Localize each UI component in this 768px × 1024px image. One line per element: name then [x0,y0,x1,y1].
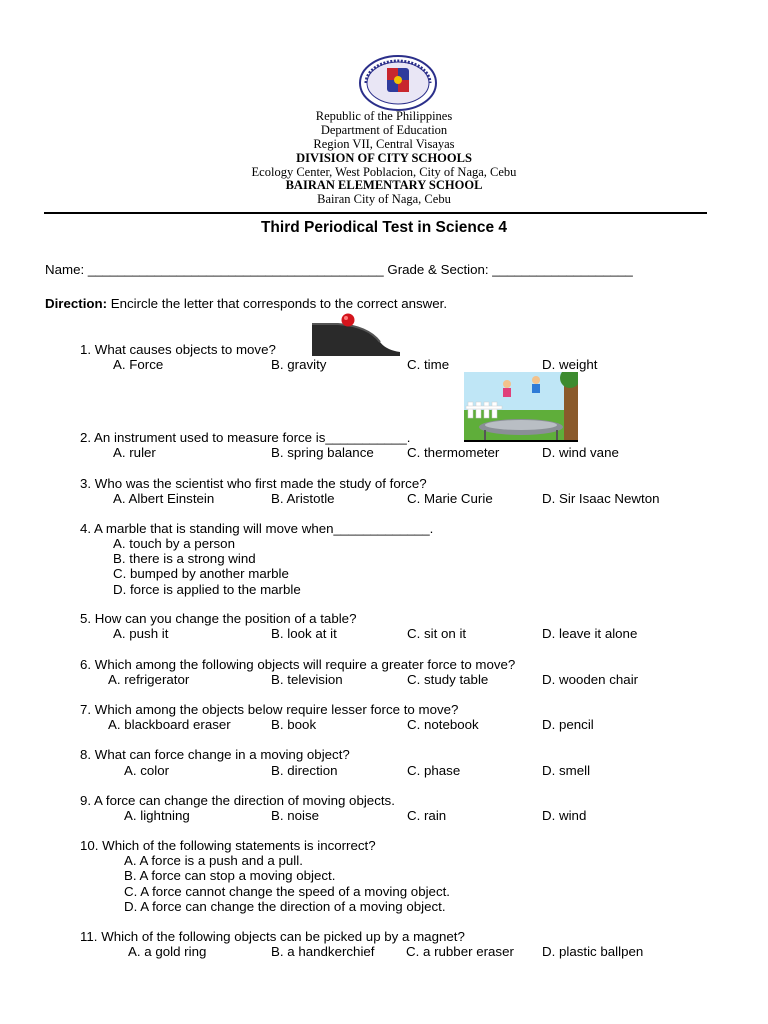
header-line-department: Department of Education [320,123,448,137]
direction-label: Direction: [45,296,108,311]
question-6-choice-a: A. refrigerator [108,672,190,687]
question-2: 2. An instrument used to measure force is___________. [80,430,411,445]
question-4-choice-a: A. touch by a person [113,536,235,551]
name-grade-line: Name: ________________________________________ Grade & Section: ___________________ [45,262,633,277]
question-3-choice-d: D. Sir Isaac Newton [542,491,660,506]
question-10-choice-d: D. A force can change the direction of a moving object. [124,899,446,914]
question-6-choice-b: B. television [271,672,343,687]
question-7-choice-b: B. book [271,717,317,732]
ramp-ball-image [310,312,402,357]
question-2-choice-a: A. ruler [113,445,156,460]
question-1: 1. What causes objects to move? [80,342,276,357]
question-8-choice-b: B. direction [271,763,338,778]
header-line-republic: Republic of the Philippines [315,109,453,123]
question-3-choice-b: B. Aristotle [271,491,335,506]
question-9-choice-a: A. lightning [124,808,190,823]
header-school: BAIRAN ELEMENTARY SCHOOL [285,178,483,192]
question-8-choice-a: A. color [124,763,170,778]
question-10: 10. Which of the following statements is incorrect? [80,838,376,853]
question-1-choice-d: D. weight [542,357,598,372]
question-5-choice-c: C. sit on it [407,626,467,641]
question-5-choice-d: D. leave it alone [542,626,638,641]
question-11: 11. Which of the following objects can be picked up by a magnet? [80,929,465,944]
question-2-choice-b: B. spring balance [271,445,374,460]
question-8: 8. What can force change in a moving object? [80,747,350,762]
question-1-choice-a: A. Force [113,357,164,372]
header-divider [44,212,707,214]
question-6-choice-d: D. wooden chair [542,672,639,687]
question-2-choice-d: D. wind vane [542,445,619,460]
question-1-choice-b: B. gravity [271,357,327,372]
question-1-choice-c: C. time [407,357,450,372]
question-9: 9. A force can change the direction of moving objects. [80,793,395,808]
question-9-choice-d: D. wind [542,808,587,823]
question-8-choice-c: C. phase [407,763,461,778]
question-3-choice-c: C. Marie Curie [407,491,493,506]
deped-seal-logo [358,55,438,111]
header-address: Ecology Center, West Poblacion, City of Naga, Cebu [251,165,517,179]
question-2-choice-c: C. thermometer [407,445,500,460]
question-11-choice-a: A. a gold ring [128,944,207,959]
trampoline-image [464,372,578,442]
direction-line [45,296,447,311]
header-division: DIVISION OF CITY SCHOOLS [296,151,472,165]
question-7-choice-a: A. blackboard eraser [108,717,231,732]
question-7-choice-c: C. notebook [407,717,479,732]
question-6-choice-c: C. study table [407,672,489,687]
question-4-choice-b: B. there is a strong wind [113,551,256,566]
question-7: 7. Which among the objects below require lesser force to move? [80,702,459,717]
question-10-choice-c: C. A force cannot change the speed of a moving object. [124,884,450,899]
page-title: Third Periodical Test in Science 4 [260,219,508,236]
question-7-choice-d: D. pencil [542,717,594,732]
question-8-choice-d: D. smell [542,763,591,778]
question-4-choice-d: D. force is applied to the marble [113,582,301,597]
question-9-choice-b: B. noise [271,808,320,823]
question-11-choice-d: D. plastic ballpen [542,944,644,959]
question-5: 5. How can you change the position of a table? [80,611,357,626]
direction-text: Encircle the letter that corresponds to the correct answer. [107,296,448,311]
header-line-region: Region VII, Central Visayas [313,137,455,151]
question-3: 3. Who was the scientist who first made the study of force? [80,476,427,491]
question-11-choice-c: C. a rubber eraser [406,944,514,959]
question-6: 6. Which among the following objects will require a greater force to move? [80,657,516,672]
question-5-choice-a: A. push it [113,626,169,641]
question-10-choice-b: B. A force can stop a moving object. [124,868,336,883]
question-5-choice-b: B. look at it [271,626,337,641]
question-3-choice-a: A. Albert Einstein [113,491,215,506]
question-4-choice-c: C. bumped by another marble [113,566,289,581]
question-4: 4. A marble that is standing will move when_____________. [80,521,434,536]
header-school-address: Bairan City of Naga, Cebu [317,192,451,206]
question-11-choice-b: B. a handkerchief [271,944,375,959]
question-10-choice-a: A. A force is a push and a pull. [124,853,303,868]
question-9-choice-c: C. rain [407,808,447,823]
